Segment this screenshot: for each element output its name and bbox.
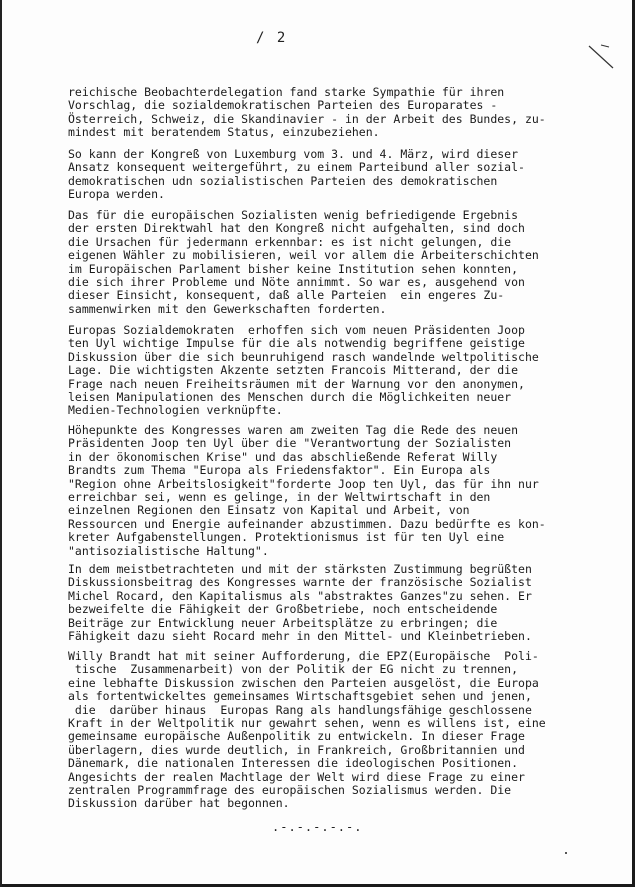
text-line: Ansatz konsequent weitergeführt, zu einem Parteibund aller sozial- <box>68 160 525 175</box>
text-line: bezweifelte die Fähigkeit der Großbetriebe, noch entscheidende <box>68 602 498 617</box>
text-line: Brandts zum Thema "Europa als Friedensfaktor". Ein Europa als <box>68 463 491 478</box>
text-line: in der ökonomischen Krise" und das abschließende Referat Willy <box>68 449 498 464</box>
text-line: zentralen Programmfrage des europäischen Sozialismus werden. Die <box>68 783 512 798</box>
text-line: gemeinsame europäische Außenpolitik zu entwickeln. In dieser Frage <box>68 729 525 744</box>
text-line: Europas Sozialdemokraten erhoffen sich vom neuen Präsidenten Joop <box>68 323 525 337</box>
text-line: Willy Brandt hat mit seiner Aufforderung, die EPZ(Europäische Poli- <box>68 649 539 663</box>
text-line: die Ursachen für jedermann erkennbar: es ist nicht gelungen, die <box>68 234 512 249</box>
text-line: der ersten Direktwahl hat den Kongreß nicht aufgehalten, sind doch <box>68 221 525 236</box>
text-line: die darüber hinaus Europas Rang als handlungsfähige geschlossene <box>68 702 532 717</box>
text-line: Dänemark, die nationalen Interessen die ideologischen Positionen. <box>68 756 519 771</box>
text-line: Höhepunkte des Kongresses waren am zweiten Tag die Rede des neuen <box>68 423 519 437</box>
text-line: Fähigkeit dazu sieht Rocard mehr in den Mittel- und Kleinbetrieben. <box>68 629 532 644</box>
paragraph-4 <box>68 324 588 418</box>
text-line: In dem meistbetrachteten und mit der stärksten Zustimmung begrüßten <box>68 562 532 576</box>
text-line: tische Zusammenarbeit) von der Politik der EG nicht zu trennen, <box>68 662 519 677</box>
closing-mark: .-.-.-.-.-. <box>272 820 363 834</box>
page-number: / 2 <box>256 30 288 46</box>
text-line: Ressourcen und Energie aufeinander abzustimmen. Dazu bedürfte es kon- <box>68 516 546 531</box>
paragraph-5 <box>68 424 588 558</box>
text-line: Frage nach neuen Freiheitsräumen mit der Warnung vor den anonymen, <box>68 376 525 391</box>
text-line: demokratischen udn sozialistischen Parteien des demokratischen <box>68 173 498 188</box>
text-line: Österreich, Schweiz, die Skandinavier - in der Arbeit des Bundes, zu- <box>68 111 546 126</box>
text-line: Beiträge zur Entwicklung neuer Arbeitsplätze zu erbringen; die <box>68 615 498 630</box>
text-line: kreter Aufgabenstellungen. Protektionismus ist für ten Uyl eine <box>68 530 505 545</box>
text-line: "Region ohne Arbeitslosigkeit"forderte Joop ten Uyl, das für ihn nur <box>68 476 539 491</box>
corner-fold-mark <box>587 44 617 74</box>
text-line: die sich ihrer Probleme und Nöte annimmt. So war es, ausgehend von <box>68 275 525 290</box>
text-line: Diskussion über die sich beunruhigend rasch wandelnde weltpolitische <box>68 349 539 364</box>
scan-speck <box>565 852 567 854</box>
text-line: Europa werden. <box>68 187 165 202</box>
text-line: mindest mit beratendem Status, einzubeziehen. <box>68 125 380 140</box>
text-line: erreichbar sei, wenn es gelinge, in der Weltwirtschaft in den <box>68 490 491 505</box>
text-line: "antisozialistische Haltung". <box>68 543 269 558</box>
text-line: Medien-Technologien verknüpfte. <box>68 403 283 418</box>
text-line: einzelnen Regionen den Einsatz von Kapital und Arbeit, von <box>68 503 470 518</box>
text-line: als fortentwickeltes gemeinsames Wirtschaftsgebiet sehen und jenen, <box>68 689 532 704</box>
text-line: Präsidenten Joop ten Uyl über die "Verantwortung der Sozialisten <box>68 436 512 451</box>
paragraph-7 <box>68 650 588 811</box>
text-line: Kraft in der Weltpolitik nur gewahrt sehen, wenn es willens ist, eine <box>68 716 546 731</box>
text-line: Michel Rocard, den Kapitalismus als "abstraktes Ganzes"zu sehen. Er <box>68 588 532 603</box>
text-line: im Europäischen Parlament bisher keine Institution sehen konnten, <box>68 261 519 276</box>
text-line: reichische Beobachterdelegation fand starke Sympathie für ihren <box>68 85 505 99</box>
text-line: sammenwirken mit den Gewerkschaften forderten. <box>68 301 387 316</box>
text-line: Angesichts der realen Machtlage der Welt wird diese Frage zu einer <box>68 769 525 784</box>
text-line: Diskussionsbeitrag des Kongresses warnte der französische Sozialist <box>68 575 532 590</box>
text-line: So kann der Kongreß von Luxemburg vom 3. und 4. März, wird dieser <box>68 147 519 161</box>
text-line: Lage. Die wichtigsten Akzente setzten Francois Mitterand, der die <box>68 363 519 378</box>
paragraph-2 <box>68 148 588 202</box>
text-line: Diskussion darüber hat begonnen. <box>68 796 290 811</box>
text-line: ten Uyl wichtige Impulse für die als notwendig begriffene geistige <box>68 336 525 351</box>
text-line: eine lebhafte Diskussion zwischen den Parteien ausgelöst, die Europa <box>68 675 539 690</box>
paragraph-6 <box>68 563 588 643</box>
paragraph-3 <box>68 209 588 316</box>
text-line: Vorschlag, die sozialdemokratischen Parteien des Europarates - <box>68 98 498 113</box>
text-line: überlagern, dies wurde deutlich, in Frankreich, Großbritannien und <box>68 742 525 757</box>
text-line: Das für die europäischen Sozialisten wenig befriedigende Ergebnis <box>68 208 519 222</box>
text-line: eigenen Wähler zu mobilisieren, weil vor allem die Arbeiterschichten <box>68 248 539 263</box>
text-line: dieser Einsicht, konsequent, daß alle Parteien ein engeres Zu- <box>68 288 505 303</box>
paragraph-1 <box>68 86 588 140</box>
text-line: leisen Manipulationen des Menschen durch die Möglichkeiten neuer <box>68 390 512 405</box>
